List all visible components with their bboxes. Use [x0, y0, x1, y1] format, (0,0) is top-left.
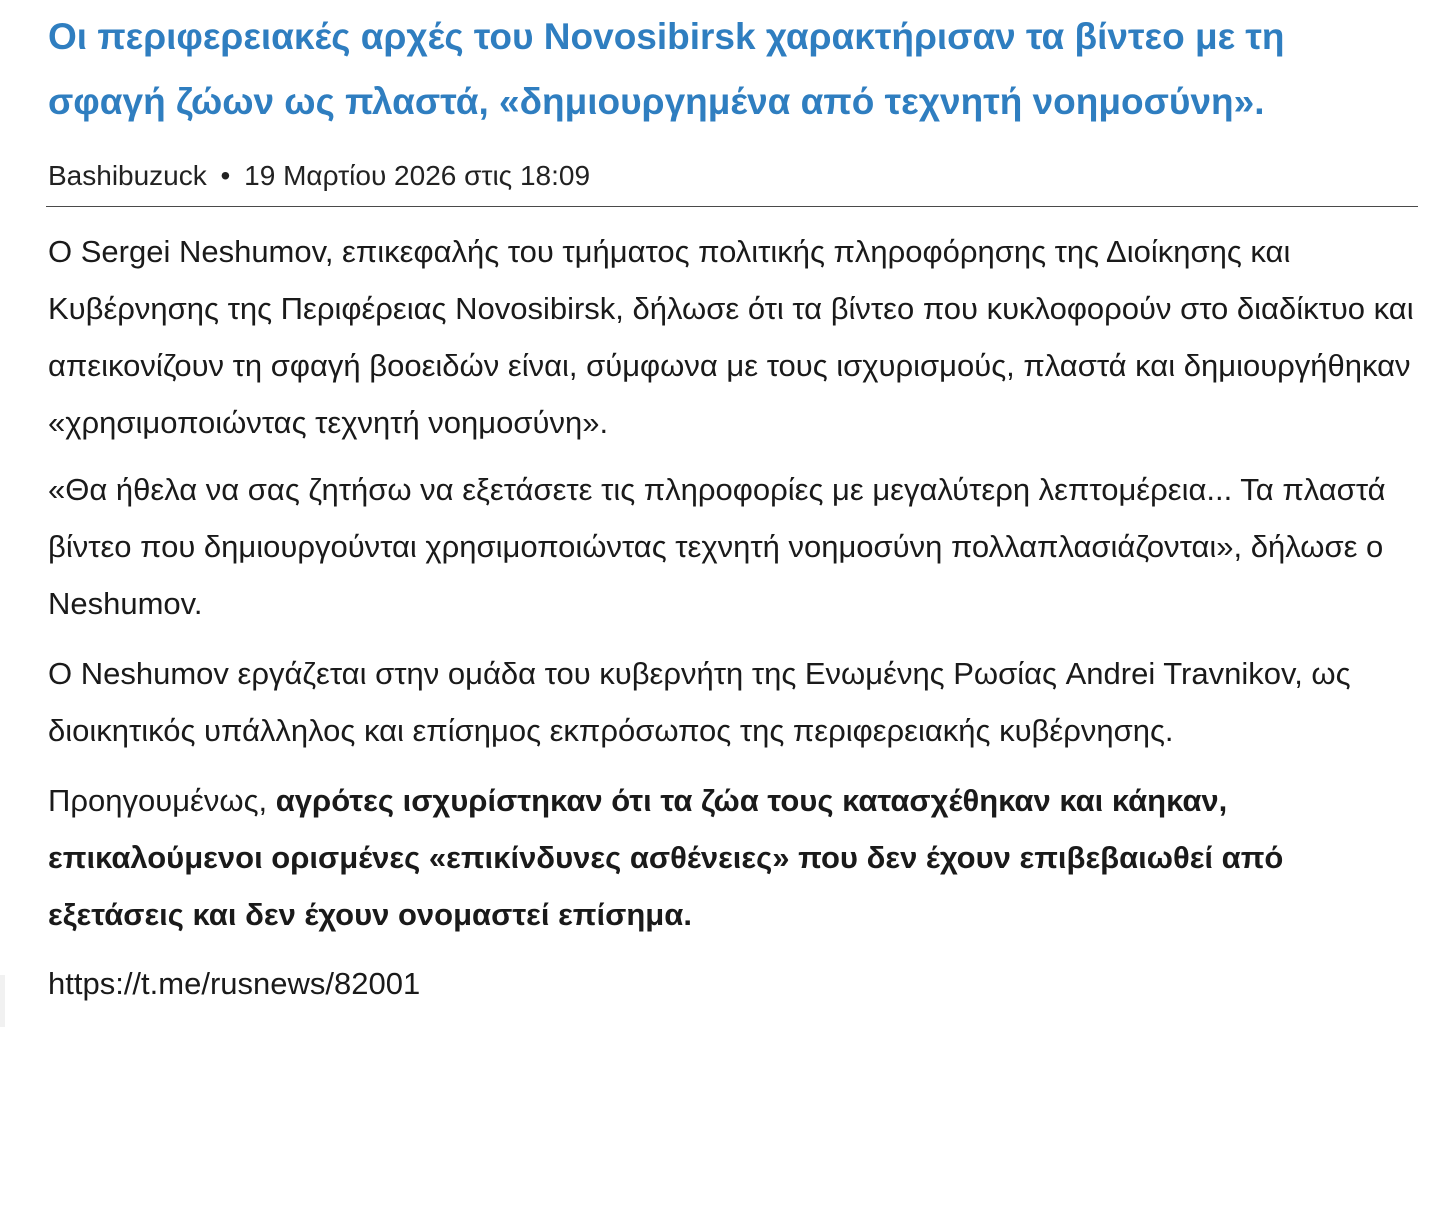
paragraph-4-bold: αγρότες ισχυρίστηκαν ότι τα ζώα τους κατασχέθηκαν και κάηκαν, επικαλούμενοι ορισμένες «επικίνδυνες ασθένειες» που δεν έχουν επιβεβαιωθεί από εξετάσεις και δεν έχουν ονομαστεί επίσημα. — [48, 783, 1284, 932]
article — [48, 0, 1420, 1012]
publish-date: 19 Μαρτίου 2026 στις 18:09 — [244, 160, 591, 191]
meta-separator: • — [220, 160, 231, 191]
left-margin-marker — [0, 975, 5, 1027]
source-link[interactable]: https://t.me/rusnews/82001 — [48, 966, 421, 1001]
paragraph-4 — [48, 772, 1420, 943]
article-meta — [46, 156, 1418, 207]
paragraph-2: «Θα ήθελα να σας ζητήσω να εξετάσετε τις πληροφορίες με μεγαλύτερη λεπτομέρεια... Τα πλαστά βίντεο που δημιουργούνται χρησιμοποιώντας τεχνητή νοημοσύνη πολλαπλασιάζονται», δήλωσε ο Neshumov. — [48, 472, 1386, 621]
paragraph-4-intro: Προηγουμένως, — [48, 783, 276, 818]
paragraph-1: Ο Sergei Neshumov, επικεφαλής του τμήματος πολιτικής πληροφόρησης της Διοίκησης και Κυβέρνησης της Περιφέρειας Novosibirsk, δήλωσε ότι τα βίντεο που κυκλοφορούν στο διαδίκτυο και απεικονίζουν τη σφαγή βοοειδών είναι, σύμφωνα με τους ισχυρισμούς, πλαστά και δημιουργήθηκαν «χρησιμοποιώντας τεχνητή νοημοσύνη». — [48, 234, 1414, 440]
author-name: Bashibuzuck — [48, 160, 207, 191]
article-title: Οι περιφερειακές αρχές του Novosibirsk χαρακτήρισαν τα βίντεο με τη σφαγή ζώων ως πλαστά, «δημιουργημένα από τεχνητή νοημοσύνη». — [48, 16, 1285, 122]
paragraph-3: Ο Neshumov εργάζεται στην ομάδα του κυβερνήτη της Ενωμένης Ρωσίας Andrei Travnikov, ως διοικητικός υπάλληλος και επίσημος εκπρόσωπος της περιφερειακής κυβέρνησης. — [48, 656, 1351, 748]
